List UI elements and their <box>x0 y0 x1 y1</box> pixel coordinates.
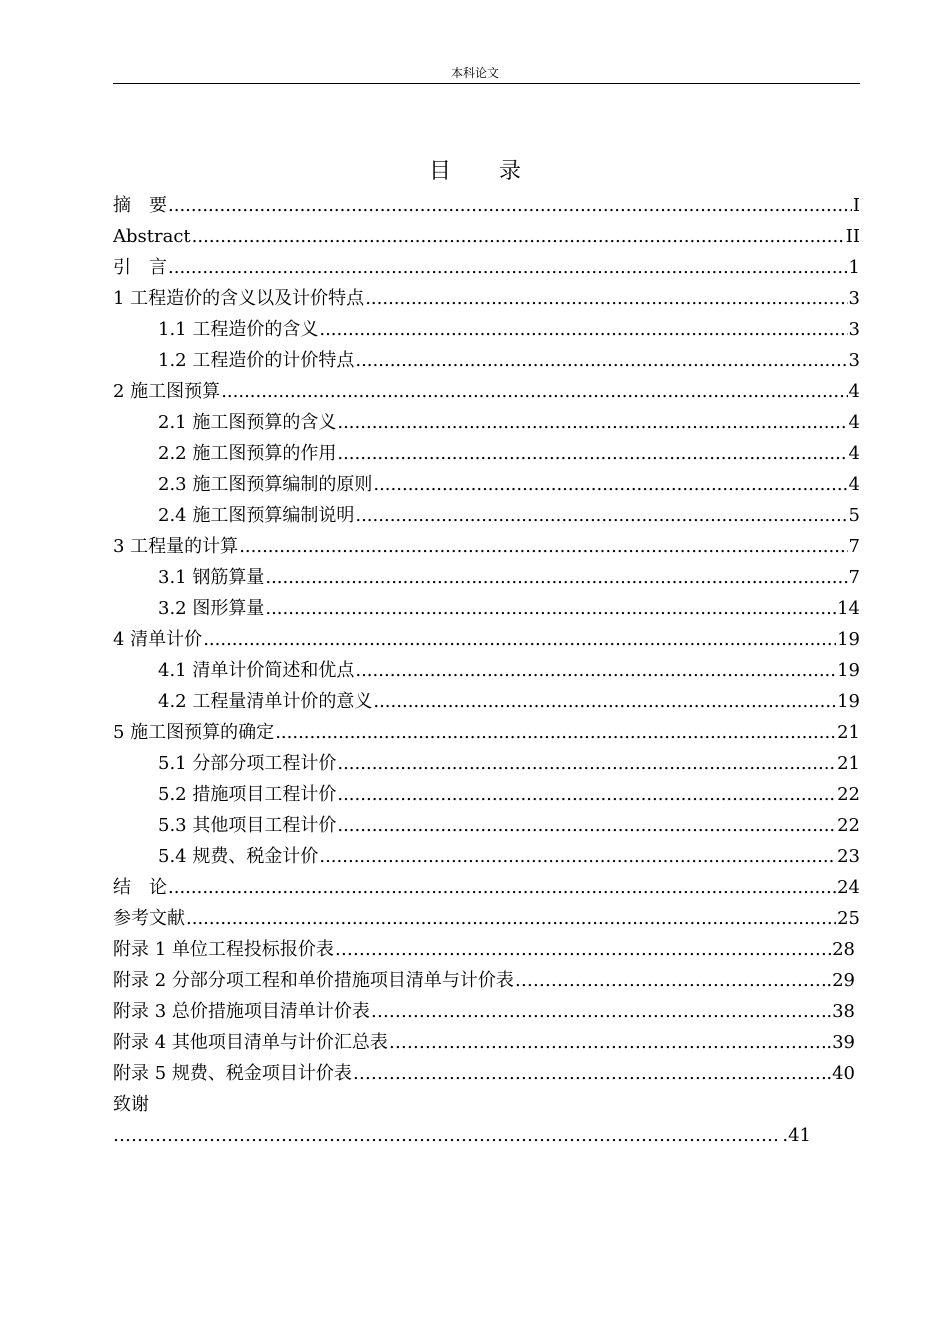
toc-entry-label: 4.2 工程量清单计价的意义 <box>158 691 373 712</box>
toc-entry-label: 5.4 规费、税金计价 <box>158 846 319 867</box>
toc-entry-references[interactable] <box>113 903 860 934</box>
toc-entry-label: 2.2 施工图预算的作用 <box>158 443 337 464</box>
toc-entry-page: .29 <box>826 970 855 991</box>
toc-entry-label: 参考文献 <box>113 908 185 929</box>
toc-entry-page: 3 <box>848 288 860 309</box>
toc-entry-appendix-4[interactable] <box>113 1027 855 1058</box>
toc-entry-label: 3.2 图形算量 <box>158 598 265 619</box>
toc-entry-label: Abstract <box>113 226 191 247</box>
toc-entry-section-5-4[interactable] <box>113 841 860 872</box>
toc-entry-chapter-3[interactable] <box>113 531 860 562</box>
toc-entry-label: 5.3 其他项目工程计价 <box>158 815 337 836</box>
toc-entry-label: 3.1 钢筋算量 <box>158 567 265 588</box>
toc-entry-abstract-cn[interactable] <box>113 190 860 221</box>
toc-entry-section-1-2[interactable] <box>113 345 860 376</box>
toc-entry-page: 4 <box>848 412 860 433</box>
toc-entry-label: 5.1 分部分项工程计价 <box>158 753 337 774</box>
toc-entry-appendix-5[interactable] <box>113 1058 855 1089</box>
dot-leader <box>335 934 831 965</box>
toc-entry-label: 3 工程量的计算 <box>113 536 239 557</box>
dot-leader <box>265 562 847 593</box>
toc-entry-page: 14 <box>837 598 860 619</box>
dot-leader <box>168 252 848 283</box>
toc-entry-label: 摘 要 <box>113 195 167 216</box>
dot-leader <box>203 624 836 655</box>
toc-entry-label: 2 施工图预算 <box>113 381 221 402</box>
dot-leader <box>221 376 847 407</box>
dot-leader <box>319 314 847 345</box>
toc-entry-page: 28 <box>832 939 855 960</box>
dot-leader <box>337 407 847 438</box>
toc-entry-chapter-5[interactable] <box>113 717 860 748</box>
dot-leader <box>355 500 847 531</box>
dot-leader <box>353 1058 825 1089</box>
toc-title: 目录 <box>428 159 569 184</box>
dot-leader <box>319 841 836 872</box>
toc-entry-chapter-4[interactable] <box>113 624 860 655</box>
toc-entry-label: 2.3 施工图预算编制的原则 <box>158 474 373 495</box>
toc-entry-page: 1 <box>848 257 860 278</box>
toc-entry-label: 附录 3 总价措施项目清单计价表 <box>113 1001 370 1022</box>
toc-entry-label: 附录 1 单位工程投标报价表 <box>113 939 334 960</box>
dot-leader <box>355 345 847 376</box>
toc-entry-section-3-2[interactable] <box>113 593 860 624</box>
toc-entry-appendix-1[interactable] <box>113 934 855 965</box>
toc-entry-page: 7 <box>848 567 860 588</box>
dot-leader <box>373 686 836 717</box>
table-of-contents <box>113 190 860 1151</box>
toc-entry-section-3-1[interactable] <box>113 562 860 593</box>
toc-entry-page: 5 <box>848 505 860 526</box>
toc-entry-label: 致谢 <box>113 1094 149 1115</box>
toc-entry-page: 21 <box>837 753 860 774</box>
dot-leader <box>337 438 847 469</box>
dot-leader <box>365 283 847 314</box>
dot-leader <box>371 996 825 1027</box>
toc-entry-page: 23 <box>837 846 860 867</box>
toc-entry-page: 24 <box>837 877 860 898</box>
toc-entry-label: 引 言 <box>113 257 167 278</box>
toc-entry-page: 4 <box>848 474 860 495</box>
dot-leader <box>355 655 836 686</box>
toc-entry-page: .41 <box>782 1125 811 1146</box>
toc-entry-section-1-1[interactable] <box>113 314 860 345</box>
toc-entry-section-5-2[interactable] <box>113 779 860 810</box>
toc-entry-section-5-1[interactable] <box>113 748 860 779</box>
toc-entry-abstract-en[interactable] <box>113 221 860 252</box>
toc-entry-page: 19 <box>837 660 860 681</box>
toc-entry-appendix-3[interactable] <box>113 996 855 1027</box>
toc-entry-page: 22 <box>837 784 860 805</box>
toc-entry-acknowledgements-leader[interactable] <box>113 1120 811 1151</box>
toc-entry-label: 4 清单计价 <box>113 629 203 650</box>
dot-leader <box>239 531 847 562</box>
dot-leader <box>275 717 836 748</box>
toc-entry-page: 19 <box>837 691 860 712</box>
toc-entry-page: 22 <box>837 815 860 836</box>
dot-leader <box>113 1120 781 1151</box>
toc-entry-label: 附录 5 规费、税金项目计价表 <box>113 1063 352 1084</box>
toc-entry-section-2-4[interactable] <box>113 500 860 531</box>
dot-leader <box>337 748 836 779</box>
header-rule <box>113 83 860 84</box>
dot-leader <box>515 965 825 996</box>
dot-leader <box>265 593 836 624</box>
toc-entry-section-4-2[interactable] <box>113 686 860 717</box>
toc-entry-label: 结 论 <box>113 877 167 898</box>
toc-entry-label: 附录 4 其他项目清单与计价汇总表 <box>113 1032 388 1053</box>
toc-entry-page: 3 <box>848 319 860 340</box>
toc-entry-page: .40 <box>826 1063 855 1084</box>
dot-leader <box>337 779 836 810</box>
toc-entry-label: 附录 2 分部分项工程和单价措施项目清单与计价表 <box>113 970 514 991</box>
toc-entry-page: I <box>852 195 860 216</box>
dot-leader <box>337 810 836 841</box>
header-text: 本科论文 <box>450 66 499 80</box>
toc-entry-label: 1 工程造价的含义以及计价特点 <box>113 288 365 309</box>
toc-entry-label: 2.4 施工图预算编制说明 <box>158 505 355 526</box>
dot-leader <box>389 1027 825 1058</box>
dot-leader <box>186 903 836 934</box>
toc-entry-label: 2.1 施工图预算的含义 <box>158 412 337 433</box>
toc-entry-page: 7 <box>848 536 860 557</box>
toc-entry-page: .38 <box>826 1001 855 1022</box>
toc-entry-section-2-3[interactable] <box>113 469 860 500</box>
toc-entry-page: 4 <box>848 443 860 464</box>
dot-leader <box>168 190 852 221</box>
toc-entry-label: 4.1 清单计价简述和优点 <box>158 660 355 681</box>
toc-entry-label: 1.2 工程造价的计价特点 <box>158 350 355 371</box>
dot-leader <box>373 469 847 500</box>
toc-entry-label: 5.2 措施项目工程计价 <box>158 784 337 805</box>
toc-entry-page: 3 <box>848 350 860 371</box>
toc-entry-conclusion[interactable] <box>113 872 860 903</box>
toc-entry-appendix-2[interactable] <box>113 965 855 996</box>
toc-entry-page: 25 <box>837 908 860 929</box>
toc-entry-introduction[interactable] <box>113 252 860 283</box>
toc-entry-chapter-2[interactable] <box>113 376 860 407</box>
toc-entry-page: .39 <box>826 1032 855 1053</box>
toc-entry-label: 1.1 工程造价的含义 <box>158 319 319 340</box>
toc-entry-section-2-2[interactable] <box>113 438 860 469</box>
toc-entry-section-5-3[interactable] <box>113 810 860 841</box>
dot-leader <box>168 872 836 903</box>
toc-entry-label: 5 施工图预算的确定 <box>113 722 275 743</box>
toc-entry-section-2-1[interactable] <box>113 407 860 438</box>
dot-leader <box>192 221 845 252</box>
toc-entry-page: 4 <box>848 381 860 402</box>
toc-entry-acknowledgements[interactable] <box>113 1089 860 1120</box>
toc-entry-page: II <box>845 226 860 247</box>
toc-entry-page: 19 <box>837 629 860 650</box>
toc-entry-section-4-1[interactable] <box>113 655 860 686</box>
toc-entry-page: 21 <box>837 722 860 743</box>
toc-entry-chapter-1[interactable] <box>113 283 860 314</box>
